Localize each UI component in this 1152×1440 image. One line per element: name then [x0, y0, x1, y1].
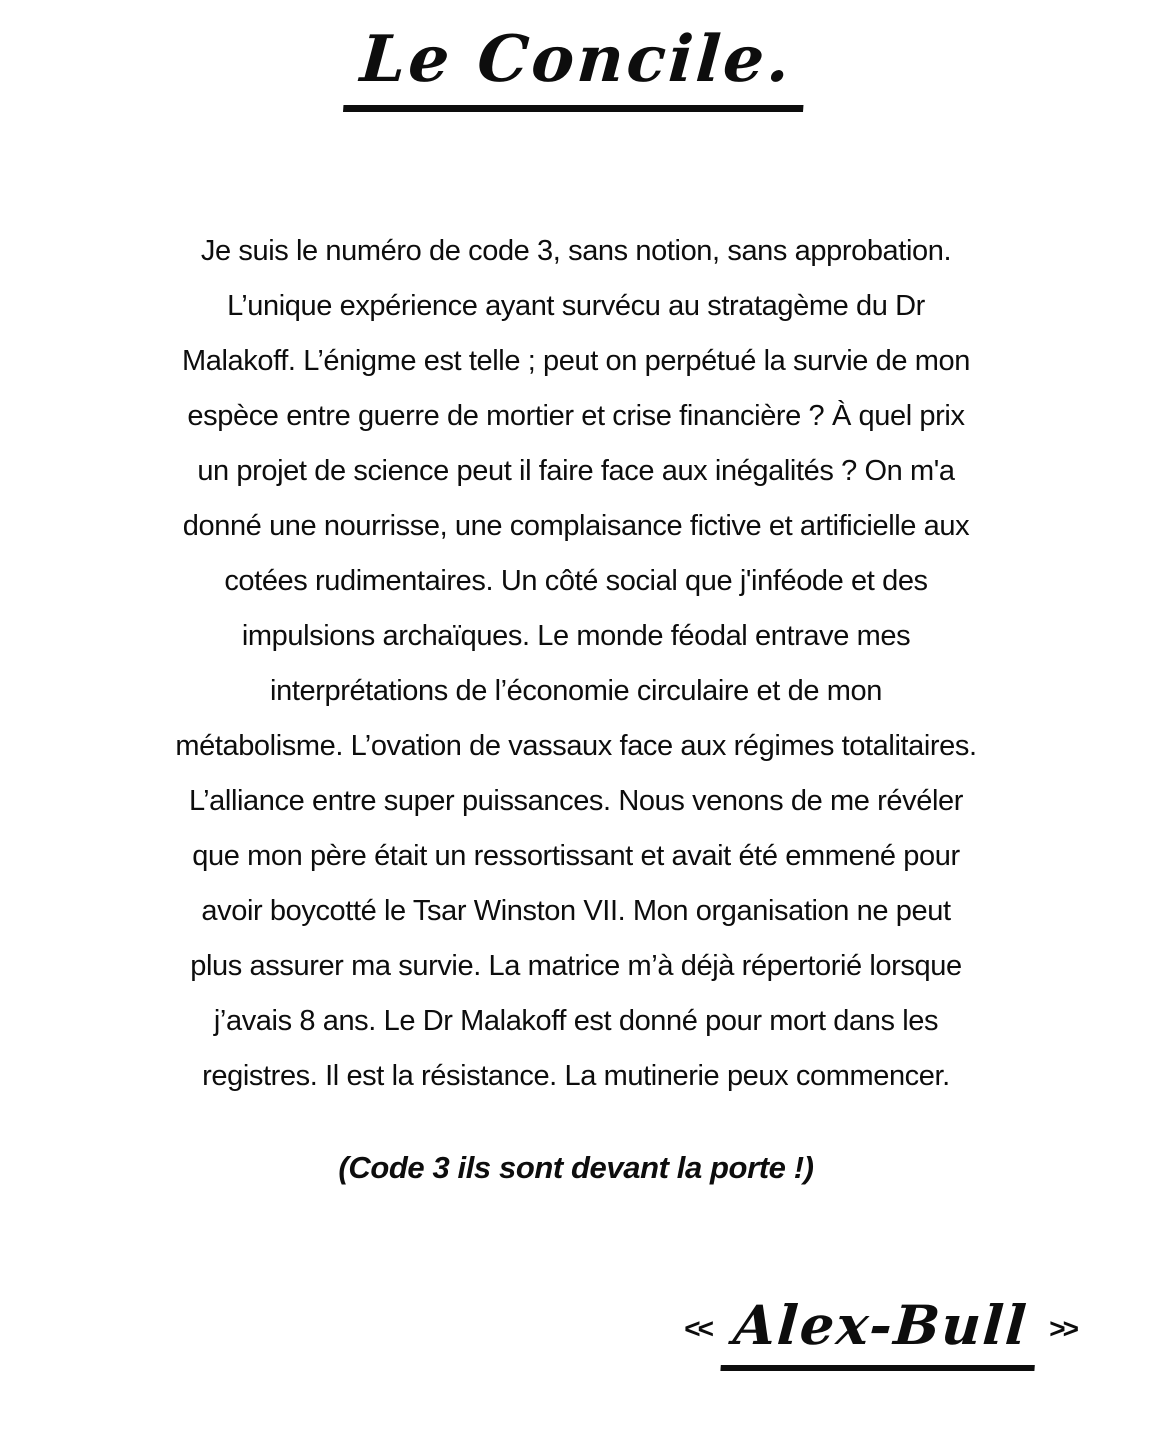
body-line: avoir boycotté le Tsar Winston VII. Mon organisation ne peut [201, 895, 951, 928]
body-line: registres. Il est la résistance. La mutinerie peux commencer. [202, 1060, 950, 1093]
body-line: impulsions archaïques. Le monde féodal entrave mes [241, 620, 911, 653]
body-line: Malakoff. L’énigme est telle ; peut on perpétué la survie de mon [182, 345, 970, 378]
body-line: que mon père était un ressortissant et avait été emmené pour [192, 840, 960, 873]
signature-name: Alex-Bull [720, 1296, 1040, 1371]
document-body [0, 224, 1152, 1104]
body-line: plus assurer ma survie. La matrice m’à déjà répertorié lorsque [190, 950, 962, 983]
body-line: Je suis le numéro de code 3, sans notion, sans approbation. [200, 235, 952, 268]
document-header [0, 0, 1152, 112]
body-line: j’avais 8 ans. Le Dr Malakoff est donné pour mort dans les [213, 1005, 939, 1038]
signature-block [684, 1293, 1076, 1371]
body-line: donné une nourrisse, une complaisance fictive et artificielle aux [182, 510, 970, 543]
body-line: L’alliance entre super puissances. Nous venons de me révéler [189, 785, 963, 818]
signature-left-mark: << [684, 1312, 711, 1344]
signature-right-mark: >> [1049, 1312, 1076, 1344]
body-line: L’unique expérience ayant survécu au stratagème du Dr [227, 290, 925, 323]
body-line: interprétations de l’économie circulaire et de mon [270, 675, 882, 708]
callout-line: (Code 3 ils sont devant la porte !) [338, 1150, 814, 1186]
body-line: métabolisme. L’ovation de vassaux face aux régimes totalitaires. [175, 730, 977, 763]
body-line: cotées rudimentaires. Un côté social que j'inféode et des [224, 565, 928, 598]
body-line: espèce entre guerre de mortier et crise financière ? À quel prix [187, 400, 965, 433]
body-line: un projet de science peut il faire face aux inégalités ? On m'a [197, 455, 955, 488]
document-title: Le Concile. [343, 26, 809, 112]
